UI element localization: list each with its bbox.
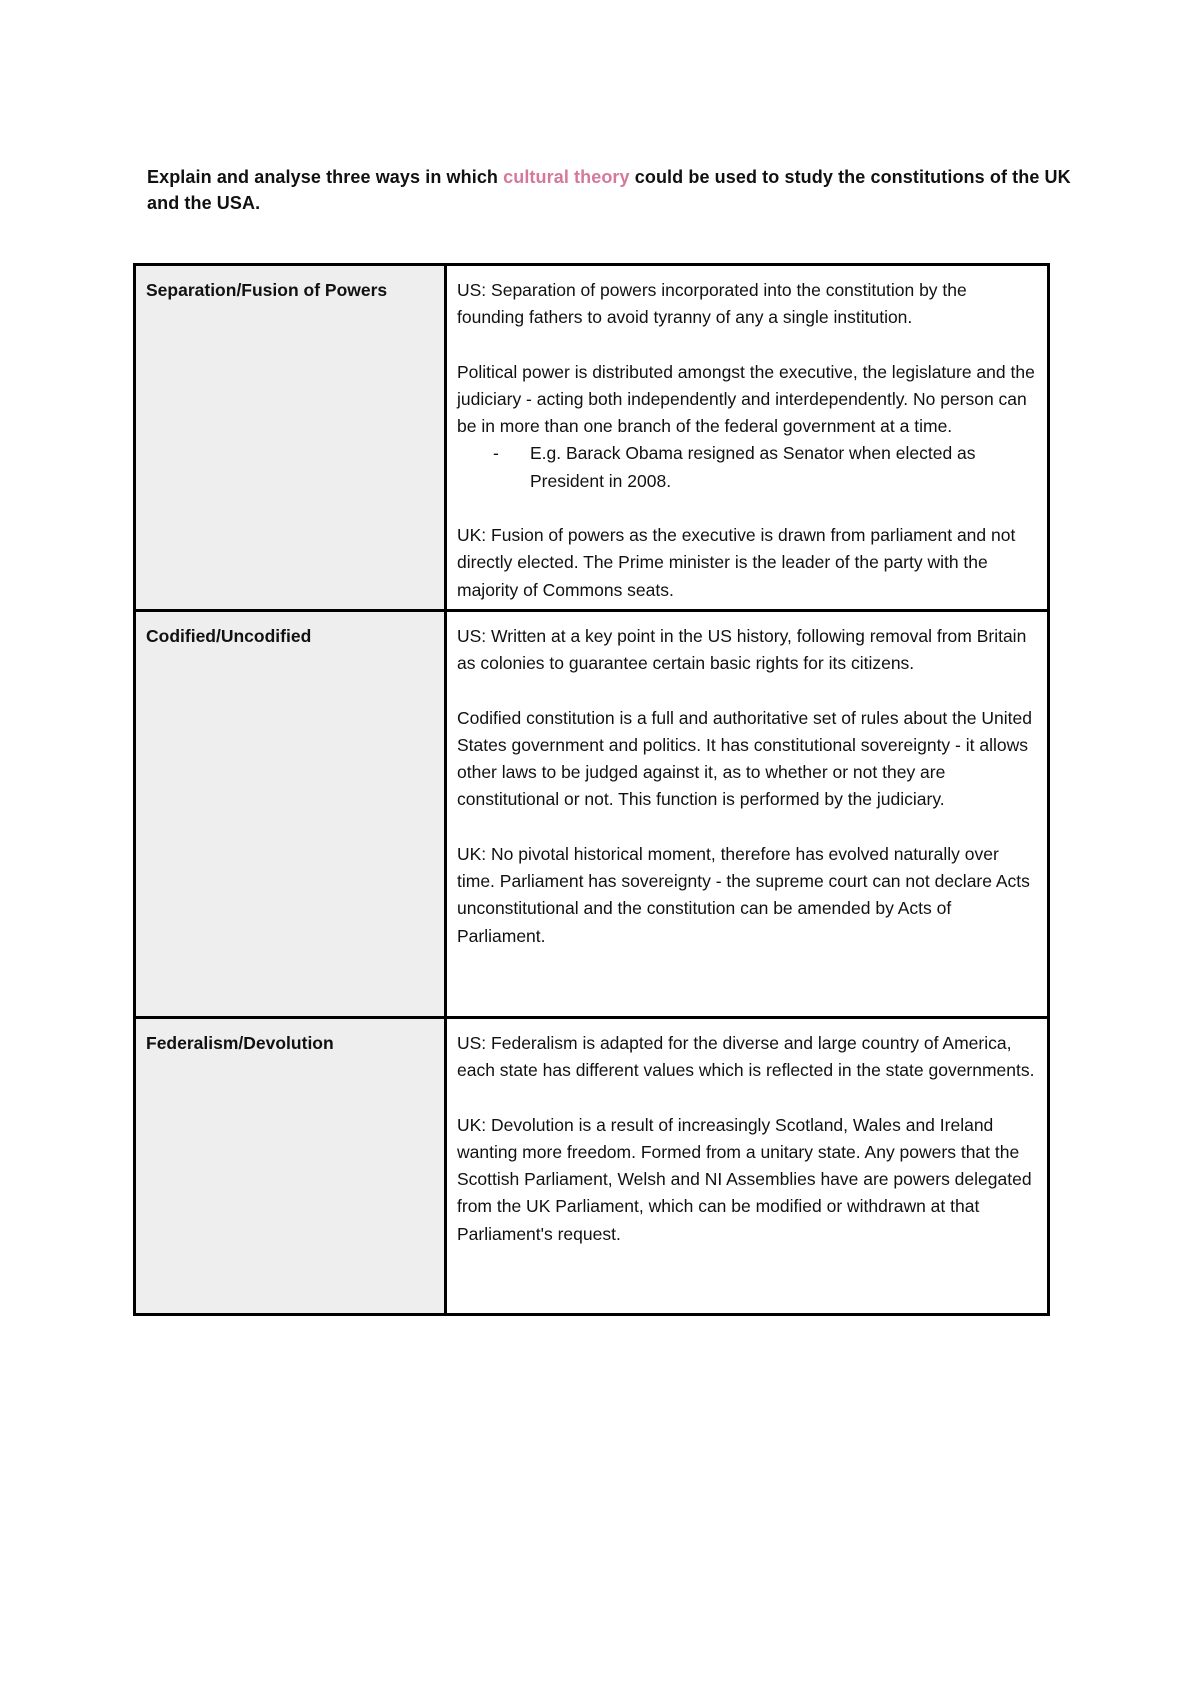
paragraph: US: Written at a key point in the US history, following removal from Britain as colonies to guarantee certain basic rights for its citizens. [457,626,1027,674]
row-content-cell [446,1018,1049,1315]
paragraph: US: Separation of powers incorporated into the constitution by the founding fathers to avoid tyranny of any a single institution. [457,280,967,328]
paragraph: Political power is distributed amongst the executive, the legislature and the judiciary - acting both independently and interdependently. No person can be in more than one branch of the federal government at a time. [457,361,1035,437]
title-highlight: cultural theory [503,167,630,187]
row-label-separation-fusion: Separation/Fusion of Powers [146,280,388,300]
row-content-cell [446,611,1049,1018]
row-label-cell [135,611,446,1018]
bullet-list [457,440,1037,495]
title-text-after: could be used to study the constitutions of the UK and the USA. [147,167,1071,213]
table-row [135,1018,1049,1315]
paragraph: Codified constitution is a full and authoritative set of rules about the United States government and politics. It has constitutional sovereignty - it allows other laws to be judged against it, as to whether or not they are constitutional or not. This function is performed by the judiciary. [457,707,1032,810]
comparison-table [133,263,1050,1316]
title-text-before: Explain and analyse three ways in which [147,167,504,187]
list-item [457,440,1037,495]
row-label-cell [135,1018,446,1315]
table-row [135,265,1049,611]
dash-bullet: - [493,443,499,464]
row-content-cell [446,265,1049,611]
row-label-cell [135,265,446,611]
paragraph: UK: No pivotal historical moment, therefore has evolved naturally over time. Parliament has sovereignty - the supreme court can not declare Acts unconstitutional and the constitution can be amended by Acts of Parliament. [457,843,1030,946]
bullet-text: E.g. Barack Obama resigned as Senator when elected as President in 2008. [530,443,976,491]
table-row [135,611,1049,1018]
paragraph: UK: Fusion of powers as the executive is drawn from parliament and not directly elected. The Prime minister is the leader of the party with the majority of Commons seats. [457,525,1016,600]
paragraph: US: Federalism is adapted for the diverse and large country of America, each state has different values which is reflected in the state governments. [457,1033,1035,1081]
row-label-codified-uncodified: Codified/Uncodified [146,626,312,646]
paragraph: UK: Devolution is a result of increasingly Scotland, Wales and Ireland wanting more freedom. Formed from a unitary state. Any powers that the Scottish Parliament, Welsh and NI Assemblies have are powers delegated from the UK Parliament, which can be modified or withdrawn at that Parliament's request. [457,1114,1032,1244]
row-label-federalism-devolution: Federalism/Devolution [146,1033,334,1053]
document-title [147,164,1077,216]
